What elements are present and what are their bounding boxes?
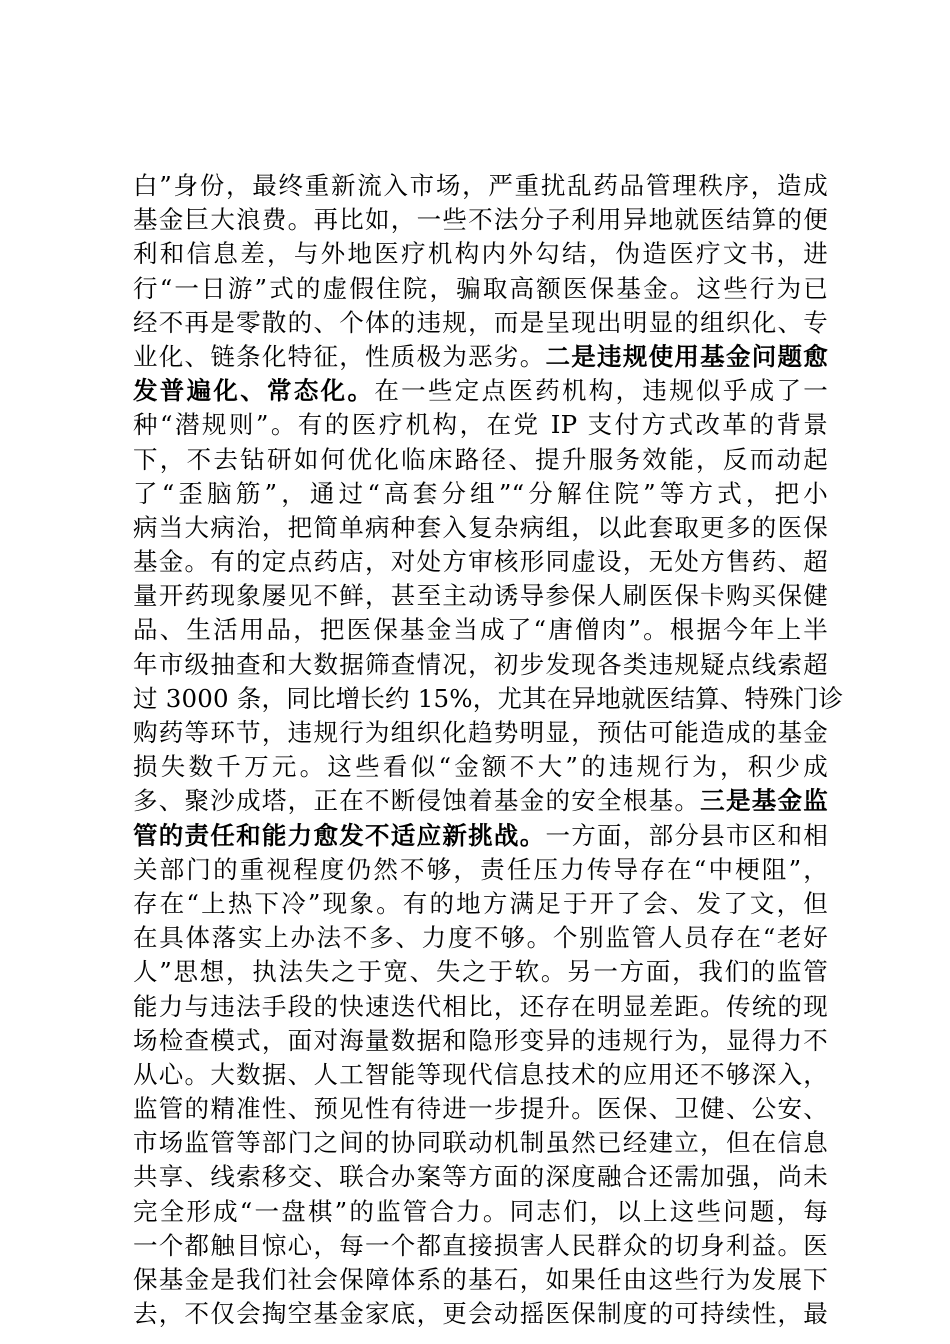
text-line (133, 545, 828, 579)
text-line (133, 1092, 828, 1126)
text-run: 完全形成“一盘棋”的监管合力。同志们，以上这些问题，每 (133, 1196, 828, 1226)
text-line (133, 1229, 828, 1263)
text-run: 过 3000 条，同比增长约 15%，尤其在异地就医结算、特殊门诊 (133, 683, 844, 713)
text-run: 下，不去钻研如何优化临床路径、提升服务效能，反而动起 (133, 444, 828, 474)
text-line (133, 1195, 828, 1229)
text-line (133, 921, 828, 955)
text-run: 白”身份，最终重新流入市场，严重扰乱药品管理秩序，造成 (133, 171, 828, 200)
text-line (133, 750, 828, 784)
text-line (133, 443, 828, 477)
text-run: 存在“上热下冷”现象。有的地方满足于开了会、发了文，但 (133, 888, 828, 918)
text-run: 人”思想，执法失之于宽、失之于软。另一方面，我们的监管 (133, 957, 828, 987)
text-run: 关部门的重视程度仍然不够，责任压力传导存在“中梗阻”， (133, 854, 828, 884)
text-line (133, 1160, 828, 1194)
text-line (133, 408, 828, 442)
text-line (133, 579, 828, 613)
text-run: 经不再是零散的、个体的违规，而是呈现出明显的组织化、专 (133, 307, 828, 337)
text-line (133, 887, 828, 921)
text-line (133, 203, 828, 237)
text-run: 一个都触目惊心，每一个都直接损害人民群众的切身利益。医 (133, 1230, 828, 1260)
bold-heading-run: 三是基金监 (700, 786, 828, 816)
text-run: 能力与违法手段的快速迭代相比，还存在明显差距。传统的现 (133, 991, 828, 1021)
text-line (133, 1263, 828, 1297)
text-run: 利和信息差，与外地医疗机构内外勾结，伪造医疗文书，进 (133, 239, 828, 269)
text-run: 了“歪脑筋”，通过“高套分组”“分解住院”等方式，把小 (133, 478, 828, 508)
text-line (133, 819, 828, 853)
text-line (133, 1126, 828, 1160)
text-run: 年市级抽查和大数据筛查情况，初步发现各类违规疑点线索超 (133, 649, 828, 679)
text-line (133, 955, 828, 989)
text-run: 去，不仅会掏空基金家底，更会动摇医保制度的可持续性，最 (133, 1299, 828, 1329)
text-run: 基金巨大浪费。再比如，一些不法分子利用异地就医结算的便 (133, 205, 828, 235)
text-run: 量开药现象屡见不鲜，甚至主动诱导参保人刷医保卡购买保健 (133, 581, 828, 611)
text-line (133, 784, 828, 818)
text-run: 品、生活用品，把医保基金当成了“唐僧肉”。根据今年上半 (133, 615, 828, 645)
body-paragraph (133, 169, 844, 1331)
text-line (133, 306, 828, 340)
text-run: 业化、链条化特征，性质极为恶劣。 (133, 341, 546, 371)
text-run: 从心。大数据、人工智能等现代信息技术的应用还不够深入， (133, 1059, 828, 1089)
text-run: 种“潜规则”。有的医疗机构，在党 IP 支付方式改革的背景 (133, 410, 828, 440)
text-line (133, 853, 828, 887)
text-line (133, 237, 828, 271)
text-line (133, 477, 828, 511)
text-line (133, 1297, 828, 1331)
text-run: 共享、线索移交、联合办案等方面的深度融合还需加强，尚未 (133, 1162, 828, 1192)
text-run: 购药等环节，违规行为组织化趋势明显，预估可能造成的基金 (133, 718, 828, 747)
text-run: 监管的精准性、预见性有待进一步提升。医保、卫健、公安、 (133, 1094, 828, 1124)
text-run: 多、聚沙成塔，正在不断侵蚀着基金的安全根基。 (133, 786, 701, 816)
text-line (133, 511, 828, 545)
text-run: 一方面，部分县市区和相 (545, 820, 829, 850)
text-run: 基金。有的定点药店，对处方审核形同虚设，无处方售药、超 (133, 547, 828, 577)
text-line (133, 1058, 828, 1092)
text-line (133, 169, 828, 203)
text-run: 损失数千万元。这些看似“金额不大”的违规行为，积少成 (133, 752, 828, 782)
bold-heading-run: 二是违规使用基金问题愈 (545, 341, 829, 371)
text-line (133, 613, 828, 647)
text-run: 在一些定点医药机构，违规似乎成了一 (374, 376, 828, 406)
text-line (133, 682, 844, 716)
text-line (133, 648, 828, 682)
text-line (133, 340, 828, 374)
text-line (133, 374, 828, 408)
bold-heading-run: 发普遍化、常态化。 (133, 376, 375, 406)
text-run: 行“一日游”式的虚假住院，骗取高额医保基金。这些行为已 (133, 273, 828, 303)
text-line (133, 990, 828, 1024)
text-line (133, 272, 828, 306)
text-line (133, 716, 828, 750)
text-run: 场检查模式，面对海量数据和隐形变异的违规行为，显得力不 (133, 1025, 828, 1055)
bold-heading-run: 管的责任和能力愈发不适应新挑战。 (133, 820, 546, 850)
text-run: 病当大病治，把简单病种套入复杂病组，以此套取更多的医保 (133, 512, 828, 542)
text-run: 在具体落实上办法不多、力度不够。个别监管人员存在“老好 (133, 923, 828, 953)
text-line (133, 1024, 828, 1058)
text-run: 市场监管等部门之间的协同联动机制虽然已经建立，但在信息 (133, 1128, 828, 1158)
text-run: 保基金是我们社会保障体系的基石，如果任由这些行为发展下 (133, 1265, 828, 1294)
